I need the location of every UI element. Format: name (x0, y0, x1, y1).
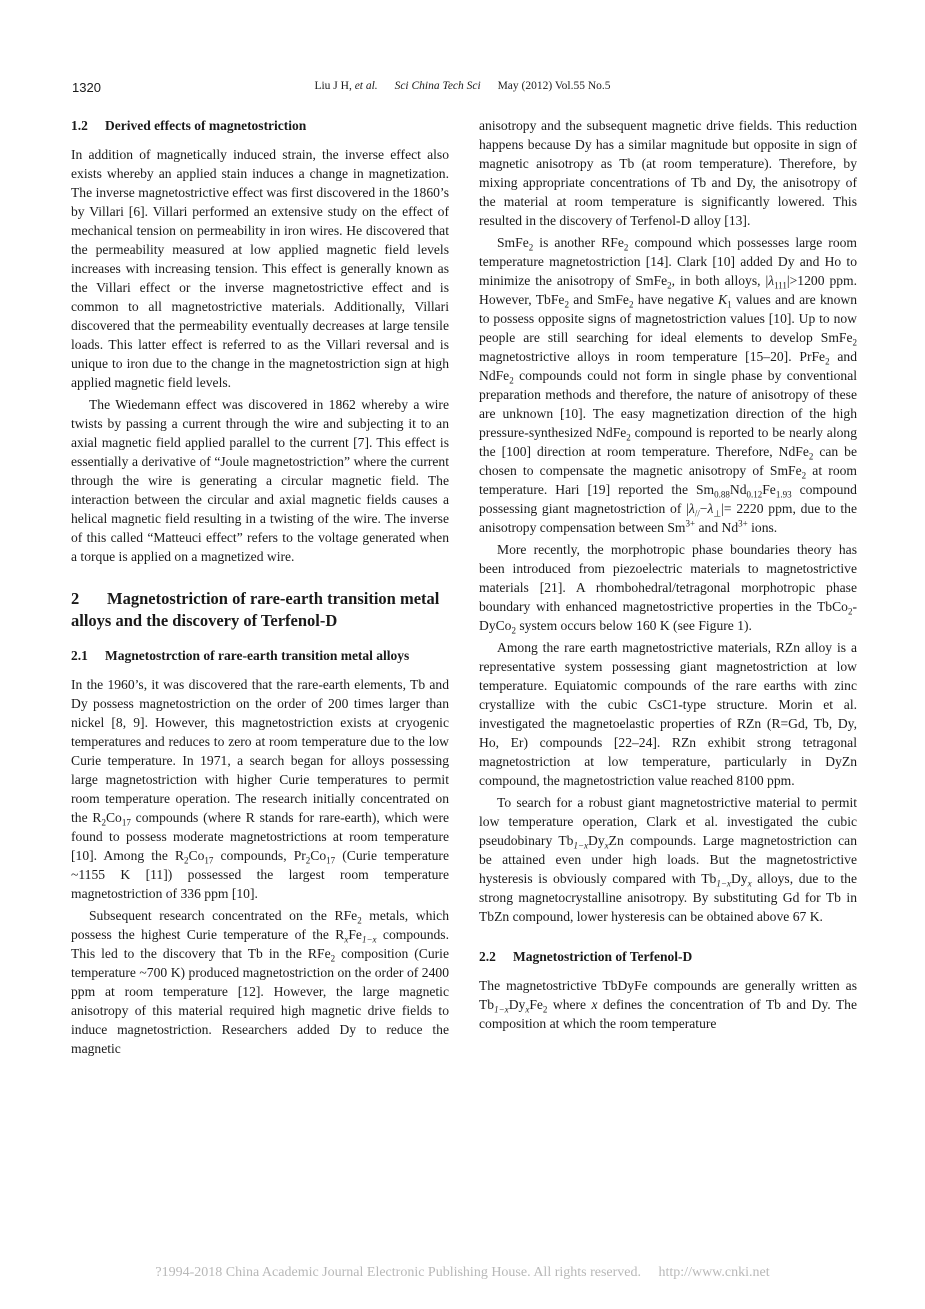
section-title: Magnetostriction of Terfenol-D (513, 949, 693, 964)
section-number: 2 (71, 589, 80, 608)
section-title: Derived effects of magnetostriction (105, 118, 307, 133)
section-2-2-heading (479, 947, 857, 966)
authors: Liu J H, (314, 80, 352, 92)
copyright-footer (0, 1265, 925, 1281)
journal-name: Sci China Tech Sci (394, 80, 481, 92)
right-column (479, 116, 857, 1036)
section-1-2-heading (71, 116, 449, 135)
section-2-heading (71, 588, 449, 632)
et-al: et al. (354, 80, 378, 92)
paragraph: anisotropy and the subsequent magnetic drive fields. This reduction happens because Dy has a similar magnitude but opposite in sign of magnetic anisotropy as Tb (at room temperature). Therefore, by mixing appropriate concentrations of Tb and Dy, the anisotropy of the material at room temperature is significantly lowered. This resulted in the discovery of Terfenol-D alloy [13]. (479, 118, 857, 228)
section-number: 2.2 (479, 949, 496, 964)
section-title: Magnetostriction of rare-earth transition metal alloys and the discovery of Terfenol-D (71, 589, 440, 630)
issue-info: May (2012) Vol.55 No.5 (497, 80, 611, 92)
paragraph: The Wiedemann effect was discovered in 1862 whereby a wire twists by passing a current through the wire and subjecting it to an axial magnetic field applied parallel to the current [7]. This effect is essentially a derivative of “Joule magnetostriction” where the current through the wire is generating a circular magnetic field. The interaction between the circular and axial magnetic fields causes a helical magnetic field resulting in a twisting of the wire. The inverse of this called “Matteuci effect” refers to the voltage generated when a torque is applied on a magnetized wire. (71, 397, 449, 564)
paragraph: To search for a robust giant magnetostrictive material to permit low temperature operation, Clark et al. investigated the cubic pseudobinary $Tb_{1-x}Dy_xZn$ compounds. Large magnetostriction can be attained even under high loads. But the magnetostrictive hysteresis is obviously compared with $Tb_{1-x}Dy_x$ alloys, due to the strong magnetocrystalline anisotropy. By substituting Gd for Tb in TbZn compound, lower hysteresis can be obtained above 67 K. (479, 795, 857, 924)
paragraph: In the 1960’s, it was discovered that the rare-earth elements, Tb and Dy possess magnetostriction on the order of 200 times larger than nickel [8, 9]. However, this magnetostriction exists at cryogenic temperatures and reduces to zero at room temperature due to the low Curie temperature. In 1971, a search began for alloys possessing large magnetostriction with higher Curie temperatures to permit room temperature operation. The research initially concentrated on the $R_2Co_{17}$ compounds (where R stands for rare-earth), which were found to possess moderate magnetostrictions at room temperature [10]. Among the $R_2Co_{17}$ compounds, $Pr_2Co_{17}$ (Curie temperature ~1155 K [11]) possessed the largest room temperature magnetostriction of 336 ppm [10]. (71, 677, 449, 901)
left-column (71, 116, 449, 1061)
paragraph: Among the rare earth magnetostrictive materials, RZn alloy is a representative system possessing giant magnetostriction at low temperature. Equiatomic compounds of the rare earths with zinc crystallize with the cubic CsC1-type structure. Morin et al. investigated the magnetoelastic properties of RZn (R=Gd, Tb, Dy, Ho, Er) compounds [22–24]. RZn exhibit strong tetragonal magnetostriction at low temperature, particularly in DyZn compound, the magnetostriction value reached 8100 ppm. (479, 640, 857, 788)
paragraph: More recently, the morphotropic phase boundaries theory has been introduced from piezoelectric materials to magnetostrictive materials [21]. A rhombohedral/tetragonal morphotropic phase boundary with enhanced magnetostrictive properties in the TbCo$_2$-DyCo$_2$ system occurs below 160 K (see Figure 1). (479, 542, 857, 636)
copyright-text: ?1994-2018 China Academic Journal Electronic Publishing House. All rights reserved. (155, 1265, 642, 1280)
section-title: Magnetostrction of rare-earth transition metal alloys (105, 648, 410, 663)
section-number: 2.1 (71, 648, 88, 663)
paragraph: SmFe$_2$ is another RFe$_2$ compound which possesses large room temperature magnetostriction [14]. Clark [10] added Dy and Ho to minimize the anisotropy of SmFe$_2$, in both alloys, $|\lambda_{111}|>1200$ ppm. However, TbFe$_2$ and SmFe$_2$ have negative $K_1$ values and are known to possess opposite signs of magnetostriction values [10]. Up to now people are still searching for ideal elements to develop SmFe$_2$ magnetostrictive alloys in room temperature [15–20]. PrFe$_2$ and NdFe$_2$ compounds could not form in single phase by conventional preparation methods and therefore, the nature of anisotropy of these are unknown [10]. The easy magnetization direction of the high pressure-synthesized NdFe$_2$ compound is reported to be nearly along the [100] direction at room temperature. Therefore, NdFe$_2$ can be chosen to compensate the magnetic anisotropy of SmFe$_2$ at room temperature. Hari [19] reported the $Sm_{0.88}Nd_{0.12}Fe_{1.93}$ compound possessing giant magnetostriction of $|\lambda_{//}-\lambda_\perp|= 2220$ ppm, due to the anisotropy compensation between $Sm^{3+}$ and $Nd^{3+}$ ions. (479, 235, 858, 535)
paragraph: The magnetostrictive TbDyFe compounds are generally written as $Tb_{1-x}Dy_xFe_2$ where x defines the concentration of Tb and Dy. The composition at which the room temperature (479, 978, 857, 1031)
page-number: 1320 (72, 80, 101, 95)
footer-url[interactable]: http://www.cnki.net (658, 1265, 770, 1280)
paragraph: Subsequent research concentrated on the RFe$_2$ metals, which possess the highest Curie temperature of the $R_xFe_{1-x}$ compounds. This led to the discovery that Tb in the RFe$_2$ composition (Curie temperature ~700 K) produced magnetostriction on the order of 2400 ppm at room temperature [12]. However, the large magnetic anisotropy of this material required high magnetic drive fields to induce magnetostriction. Researchers added Dy to reduce the magnetic (71, 908, 449, 1056)
paragraph: In addition of magnetically induced strain, the inverse effect also exists whereby an applied stain induces a change in magnetization. The inverse magnetostrictive effect was first discovered in the 1860’s by Villari [6]. Villari performed an extensive study on the effect of mechanical tension on permeability in iron wires. He discovered that the permeability measured at low applied magnetic field levels increases with increasing tension. This effect is generally known as the Villari effect or the inverse magnetostrictive effect and is common to all magnetostrictive materials. Additionally, Villari discovered that the permeability eventually decreases at large tensile loads. This latter effect is referred to as the Villari reversal and is unique to iron due to the change in the magnetostriction sign at high applied magnetic field levels. (71, 147, 449, 390)
section-2-1-heading (71, 646, 449, 665)
section-number: 1.2 (71, 118, 88, 133)
running-head (0, 80, 925, 92)
